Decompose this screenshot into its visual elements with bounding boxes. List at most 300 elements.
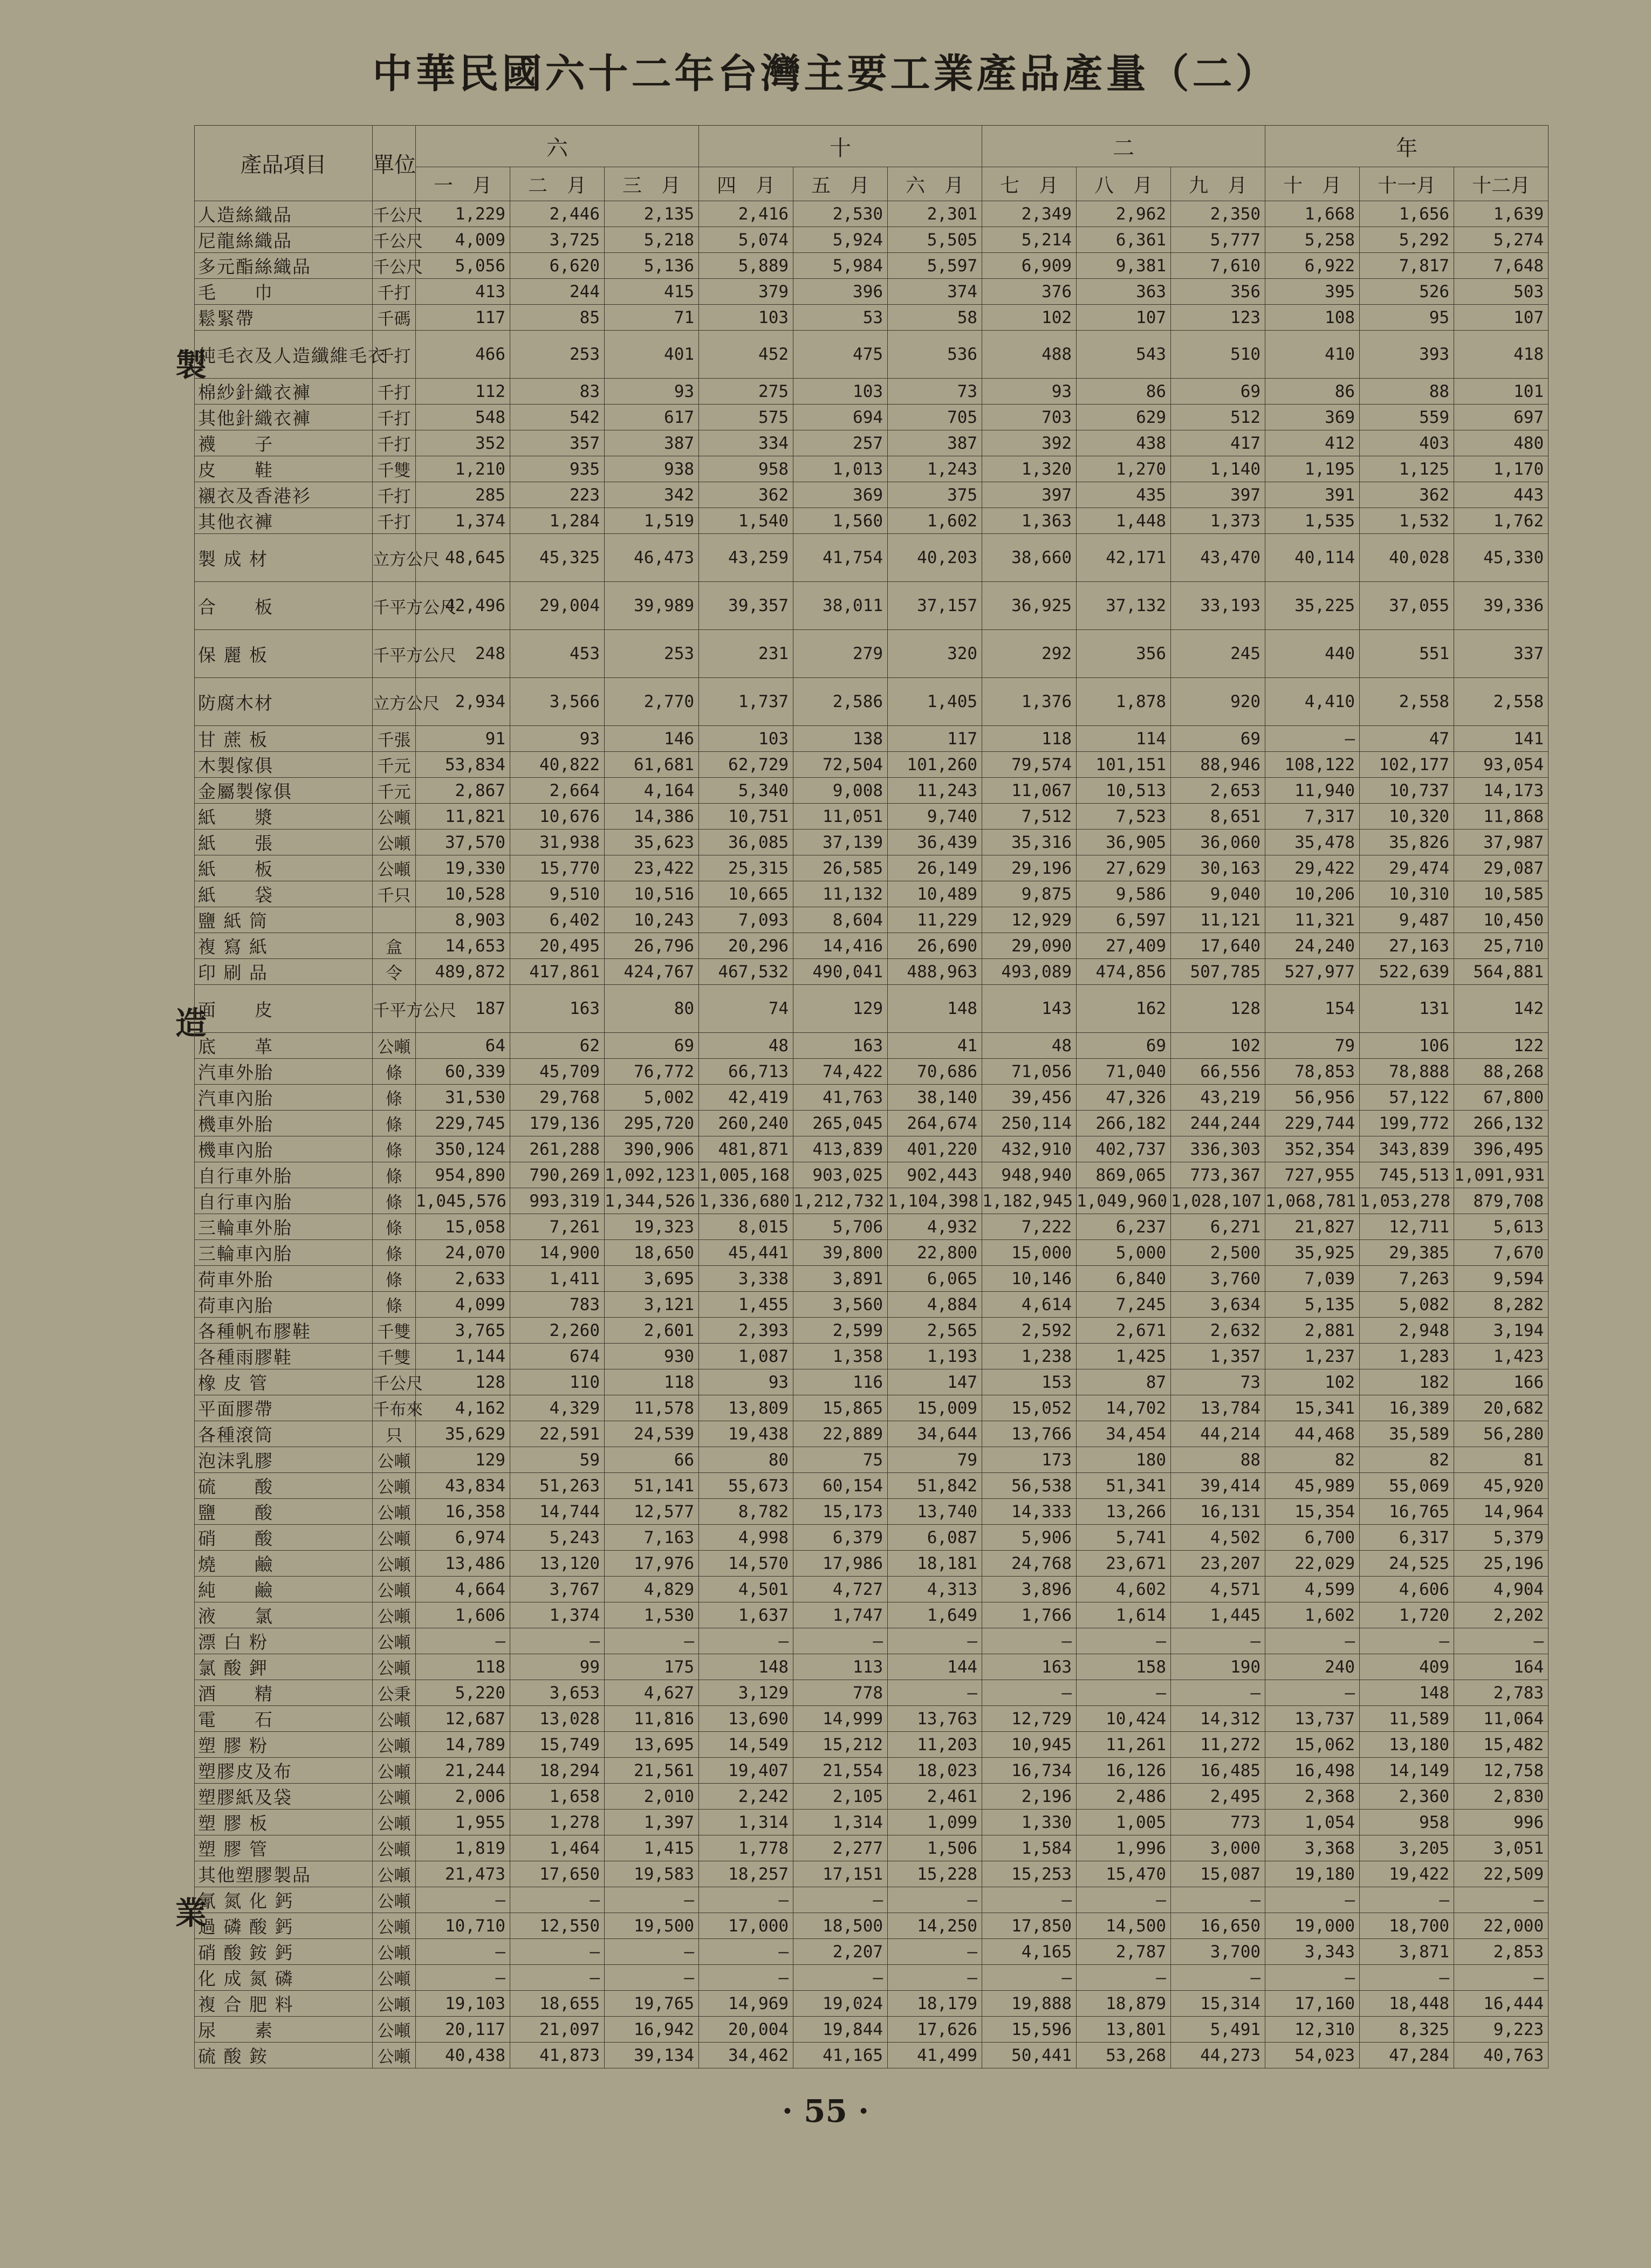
monthly-value: 118 [416, 1654, 510, 1680]
monthly-value: 958 [699, 456, 793, 482]
monthly-value: 38,660 [982, 534, 1077, 582]
monthly-value: 8,903 [416, 907, 510, 933]
monthly-value: 10,206 [1265, 881, 1360, 907]
monthly-value: 19,844 [793, 2017, 888, 2043]
monthly-value: 66 [605, 1447, 699, 1473]
monthly-value: 21,244 [416, 1758, 510, 1784]
monthly-value: 9,594 [1454, 1266, 1549, 1292]
monthly-value: 16,734 [982, 1758, 1077, 1784]
monthly-value: — [699, 1965, 793, 1991]
monthly-value: 8,282 [1454, 1292, 1549, 1318]
product-name: 紙 漿 [195, 804, 373, 830]
monthly-value: 122 [1454, 1033, 1549, 1059]
monthly-value: 20,117 [416, 2017, 510, 2043]
monthly-value: 10,710 [416, 1913, 510, 1939]
product-name: 人造絲織品 [195, 201, 373, 227]
monthly-value: 4,602 [1077, 1577, 1171, 1602]
monthly-value: 56,956 [1265, 1085, 1360, 1111]
monthly-value: 158 [1077, 1654, 1171, 1680]
table-row [195, 279, 1549, 305]
product-unit: 條 [373, 1214, 416, 1240]
monthly-value: 4,571 [1171, 1577, 1265, 1602]
monthly-value: 40,028 [1360, 534, 1454, 582]
monthly-value: 26,690 [888, 933, 982, 959]
monthly-value: 396 [793, 279, 888, 305]
monthly-value: 417,861 [510, 959, 605, 985]
monthly-value: 1,195 [1265, 456, 1360, 482]
monthly-value: 13,801 [1077, 2017, 1171, 2043]
product-name: 過 磷 酸 鈣 [195, 1913, 373, 1939]
monthly-value: 21,473 [416, 1861, 510, 1887]
monthly-value: 10,585 [1454, 881, 1549, 907]
monthly-value: 15,253 [982, 1861, 1077, 1887]
monthly-value: 2,783 [1454, 1680, 1549, 1706]
monthly-value: 1,170 [1454, 456, 1549, 482]
monthly-value: 51,842 [888, 1473, 982, 1499]
monthly-value: 41,754 [793, 534, 888, 582]
product-name: 硝 酸 銨 鈣 [195, 1939, 373, 1965]
monthly-value: 43,834 [416, 1473, 510, 1499]
monthly-value: 356 [1077, 630, 1171, 678]
monthly-value: 19,180 [1265, 1861, 1360, 1887]
monthly-value: — [1077, 1887, 1171, 1913]
monthly-value: 4,727 [793, 1577, 888, 1602]
monthly-value: 1,028,107 [1171, 1188, 1265, 1214]
monthly-value: 117 [888, 726, 982, 752]
monthly-value: — [1171, 1628, 1265, 1654]
monthly-value: 2,770 [605, 678, 699, 726]
monthly-value: 10,320 [1360, 804, 1454, 830]
monthly-value: 34,644 [888, 1421, 982, 1447]
monthly-value: 5,258 [1265, 227, 1360, 253]
product-name: 硫 酸 銨 [195, 2043, 373, 2068]
monthly-value: 4,904 [1454, 1577, 1549, 1602]
monthly-value: 14,386 [605, 804, 699, 830]
product-name: 其他衣褲 [195, 508, 373, 534]
monthly-value: 490,041 [793, 959, 888, 985]
monthly-value: 67,800 [1454, 1085, 1549, 1111]
monthly-value: 103 [699, 726, 793, 752]
monthly-value: 1,540 [699, 508, 793, 534]
product-name: 複 合 肥 料 [195, 1991, 373, 2017]
monthly-value: 10,945 [982, 1732, 1077, 1758]
monthly-value: 4,164 [605, 778, 699, 804]
monthly-value: 9,381 [1077, 253, 1171, 279]
monthly-value: 5,000 [1077, 1240, 1171, 1266]
monthly-value: 1,193 [888, 1344, 982, 1369]
monthly-value: 7,512 [982, 804, 1077, 830]
product-unit: 千碼 [373, 305, 416, 331]
production-table-wrap [194, 125, 1548, 2068]
monthly-value: 993,319 [510, 1188, 605, 1214]
table-row [195, 1965, 1549, 1991]
monthly-value: 1,270 [1077, 456, 1171, 482]
monthly-value: 33,193 [1171, 582, 1265, 630]
monthly-value: 480 [1454, 430, 1549, 456]
header-month: 四 月 [699, 167, 793, 201]
monthly-value: 15,354 [1265, 1499, 1360, 1525]
header-month: 十二月 [1454, 167, 1549, 201]
monthly-value: — [793, 1965, 888, 1991]
monthly-value: 13,766 [982, 1421, 1077, 1447]
table-row [195, 933, 1549, 959]
monthly-value: 674 [510, 1344, 605, 1369]
monthly-value: 93 [699, 1369, 793, 1395]
product-unit: 千打 [373, 430, 416, 456]
header-year-char: 年 [1265, 126, 1549, 167]
monthly-value: 6,922 [1265, 253, 1360, 279]
product-unit: 盒 [373, 933, 416, 959]
monthly-value: 1,762 [1454, 508, 1549, 534]
monthly-value: 93 [982, 379, 1077, 405]
product-unit: 千雙 [373, 1344, 416, 1369]
monthly-value: 13,740 [888, 1499, 982, 1525]
product-unit: 公噸 [373, 1732, 416, 1758]
table-row [195, 1706, 1549, 1732]
monthly-value: 43,219 [1171, 1085, 1265, 1111]
monthly-value: 102,177 [1360, 752, 1454, 778]
monthly-value: 5,292 [1360, 227, 1454, 253]
monthly-value: 69 [605, 1033, 699, 1059]
monthly-value: 9,487 [1360, 907, 1454, 933]
monthly-value: 363 [1077, 279, 1171, 305]
monthly-value: 55,673 [699, 1473, 793, 1499]
monthly-value: — [888, 1965, 982, 1991]
monthly-value: 14,549 [699, 1732, 793, 1758]
table-row [195, 253, 1549, 279]
monthly-value: 1,013 [793, 456, 888, 482]
monthly-value: 6,620 [510, 253, 605, 279]
monthly-value: 15,058 [416, 1214, 510, 1240]
monthly-value: 14,312 [1171, 1706, 1265, 1732]
header-month: 一 月 [416, 167, 510, 201]
monthly-value: 564,881 [1454, 959, 1549, 985]
product-name: 棉紗針織衣褲 [195, 379, 373, 405]
table-row [195, 881, 1549, 907]
monthly-value: 16,126 [1077, 1758, 1171, 1784]
header-year-char: 六 [416, 126, 699, 167]
monthly-value: 4,829 [605, 1577, 699, 1602]
table-row [195, 534, 1549, 582]
monthly-value: 36,905 [1077, 830, 1171, 855]
product-name: 防腐木材 [195, 678, 373, 726]
monthly-value: 166 [1454, 1369, 1549, 1395]
monthly-value: 2,260 [510, 1318, 605, 1344]
monthly-value: 14,416 [793, 933, 888, 959]
product-unit: 公噸 [373, 1551, 416, 1577]
monthly-value: 1,373 [1171, 508, 1265, 534]
monthly-value: 16,498 [1265, 1758, 1360, 1784]
monthly-value: 4,502 [1171, 1525, 1265, 1551]
monthly-value: 6,237 [1077, 1214, 1171, 1240]
monthly-value: 342 [605, 482, 699, 508]
table-row [195, 1085, 1549, 1111]
monthly-value: 253 [605, 630, 699, 678]
monthly-value: 154 [1265, 985, 1360, 1033]
monthly-value: 2,242 [699, 1784, 793, 1810]
monthly-value: 5,379 [1454, 1525, 1549, 1551]
monthly-value: 617 [605, 405, 699, 430]
monthly-value: 2,558 [1360, 678, 1454, 726]
monthly-value: — [1265, 1965, 1360, 1991]
product-name: 塑 膠 板 [195, 1810, 373, 1835]
table-row [195, 1214, 1549, 1240]
monthly-value: 59 [510, 1447, 605, 1473]
monthly-value: 1,766 [982, 1602, 1077, 1628]
monthly-value: 27,409 [1077, 933, 1171, 959]
monthly-value: 3,896 [982, 1577, 1077, 1602]
monthly-value: 424,767 [605, 959, 699, 985]
monthly-value: 112 [416, 379, 510, 405]
monthly-value: 29,196 [982, 855, 1077, 881]
monthly-value: 4,627 [605, 1680, 699, 1706]
monthly-value: 34,454 [1077, 1421, 1171, 1447]
monthly-value: 85 [510, 305, 605, 331]
monthly-value: — [982, 1628, 1077, 1654]
monthly-value: 16,650 [1171, 1913, 1265, 1939]
monthly-value: 7,093 [699, 907, 793, 933]
monthly-value: 14,149 [1360, 1758, 1454, 1784]
monthly-value: 62,729 [699, 752, 793, 778]
monthly-value: 141 [1454, 726, 1549, 752]
monthly-value: 102 [982, 305, 1077, 331]
product-unit: 條 [373, 1085, 416, 1111]
monthly-value: 575 [699, 405, 793, 430]
product-unit: 公噸 [373, 855, 416, 881]
monthly-value: 36,439 [888, 830, 982, 855]
table-row [195, 1525, 1549, 1551]
product-name: 荷車內胎 [195, 1292, 373, 1318]
table-row [195, 1680, 1549, 1706]
product-name: 平面膠帶 [195, 1395, 373, 1421]
monthly-value: 356 [1171, 279, 1265, 305]
monthly-value: 488 [982, 331, 1077, 379]
monthly-value: 2,207 [793, 1939, 888, 1965]
product-name: 機車內胎 [195, 1136, 373, 1162]
header-month: 七 月 [982, 167, 1077, 201]
monthly-value: 2,360 [1360, 1784, 1454, 1810]
sector-char-3: 業 [175, 1895, 207, 1931]
product-unit: 千公尺 [373, 227, 416, 253]
monthly-value: 2,830 [1454, 1784, 1549, 1810]
monthly-value: 1,639 [1454, 201, 1549, 227]
monthly-value: — [1077, 1965, 1171, 1991]
monthly-value: 37,055 [1360, 582, 1454, 630]
monthly-value: 629 [1077, 405, 1171, 430]
monthly-value: 223 [510, 482, 605, 508]
monthly-value: 35,629 [416, 1421, 510, 1447]
product-name: 漂 白 粉 [195, 1628, 373, 1654]
monthly-value: 13,809 [699, 1395, 793, 1421]
product-unit: 千打 [373, 279, 416, 305]
monthly-value: 51,263 [510, 1473, 605, 1499]
monthly-value: 14,333 [982, 1499, 1077, 1525]
monthly-value: 16,765 [1360, 1499, 1454, 1525]
monthly-value: 102 [1171, 1033, 1265, 1059]
monthly-value: 102 [1265, 1369, 1360, 1395]
monthly-value: — [510, 1628, 605, 1654]
monthly-value: 1,283 [1360, 1344, 1454, 1369]
monthly-value: 31,938 [510, 830, 605, 855]
product-unit: 公噸 [373, 1602, 416, 1628]
monthly-value: 19,103 [416, 1991, 510, 2017]
monthly-value: 106 [1360, 1033, 1454, 1059]
product-unit: 條 [373, 1059, 416, 1085]
monthly-value: 50,441 [982, 2043, 1077, 2068]
monthly-value: 29,474 [1360, 855, 1454, 881]
monthly-value: 1,606 [416, 1602, 510, 1628]
monthly-value: 91 [416, 726, 510, 752]
monthly-value: 527,977 [1265, 959, 1360, 985]
monthly-value: 443 [1454, 482, 1549, 508]
monthly-value: 142 [1454, 985, 1549, 1033]
monthly-value: 180 [1077, 1447, 1171, 1473]
monthly-value: 116 [793, 1369, 888, 1395]
product-name: 製 成 材 [195, 534, 373, 582]
product-name: 汽車內胎 [195, 1085, 373, 1111]
monthly-value: 147 [888, 1369, 982, 1395]
table-row [195, 1835, 1549, 1861]
monthly-value: 1,778 [699, 1835, 793, 1861]
product-name: 紙 板 [195, 855, 373, 881]
product-unit: 千元 [373, 778, 416, 804]
monthly-value: 244,244 [1171, 1111, 1265, 1136]
monthly-value: 401,220 [888, 1136, 982, 1162]
monthly-value: 1,411 [510, 1266, 605, 1292]
table-row [195, 305, 1549, 331]
monthly-value: 2,664 [510, 778, 605, 804]
monthly-value: 103 [793, 379, 888, 405]
monthly-value: 551 [1360, 630, 1454, 678]
product-name: 襯衣及香港衫 [195, 482, 373, 508]
monthly-value: 253 [510, 331, 605, 379]
monthly-value: — [605, 1965, 699, 1991]
monthly-value: 920 [1171, 678, 1265, 726]
monthly-value: 34,462 [699, 2043, 793, 2068]
monthly-value: 2,601 [605, 1318, 699, 1344]
monthly-value: 23,671 [1077, 1551, 1171, 1577]
monthly-value: — [605, 1628, 699, 1654]
monthly-value: 879,708 [1454, 1188, 1549, 1214]
header-month: 三 月 [605, 167, 699, 201]
monthly-value: 19,000 [1265, 1913, 1360, 1939]
monthly-value: 175 [605, 1654, 699, 1680]
monthly-value: 40,114 [1265, 534, 1360, 582]
monthly-value: 18,655 [510, 1991, 605, 2017]
monthly-value: 35,316 [982, 830, 1077, 855]
monthly-value: — [605, 1887, 699, 1913]
monthly-value: 3,695 [605, 1266, 699, 1292]
monthly-value: 11,272 [1171, 1732, 1265, 1758]
product-name: 其他針織衣褲 [195, 405, 373, 430]
monthly-value: 397 [1171, 482, 1265, 508]
header-item: 產品項目 [195, 126, 373, 201]
monthly-value: 453 [510, 630, 605, 678]
monthly-value: 51,341 [1077, 1473, 1171, 1499]
monthly-value: 29,004 [510, 582, 605, 630]
monthly-value: 542 [510, 405, 605, 430]
monthly-value: 38,140 [888, 1085, 982, 1111]
monthly-value: 45,441 [699, 1240, 793, 1266]
monthly-value: 129 [416, 1447, 510, 1473]
monthly-value: 74 [699, 985, 793, 1033]
monthly-value: 5,777 [1171, 227, 1265, 253]
product-unit: 千平方公尺 [373, 582, 416, 630]
product-unit [373, 907, 416, 933]
monthly-value: 2,599 [793, 1318, 888, 1344]
monthly-value: 79 [888, 1447, 982, 1473]
monthly-value: 15,865 [793, 1395, 888, 1421]
monthly-value: 1,519 [605, 508, 699, 534]
monthly-value: 240 [1265, 1654, 1360, 1680]
monthly-value: 19,438 [699, 1421, 793, 1447]
monthly-value: 5,340 [699, 778, 793, 804]
monthly-value: 19,330 [416, 855, 510, 881]
monthly-value: 279 [793, 630, 888, 678]
monthly-value: 5,243 [510, 1525, 605, 1551]
table-row [195, 1266, 1549, 1292]
table-row [195, 1499, 1549, 1525]
monthly-value: 6,700 [1265, 1525, 1360, 1551]
monthly-value: 5,274 [1454, 227, 1549, 253]
monthly-value: 2,962 [1077, 201, 1171, 227]
monthly-value: 2,671 [1077, 1318, 1171, 1344]
monthly-value: 15,470 [1077, 1861, 1171, 1887]
monthly-value: 387 [605, 430, 699, 456]
monthly-value: 48 [699, 1033, 793, 1059]
monthly-value: 1,238 [982, 1344, 1077, 1369]
monthly-value: 7,263 [1360, 1266, 1454, 1292]
monthly-value: 16,389 [1360, 1395, 1454, 1421]
monthly-value: 3,760 [1171, 1266, 1265, 1292]
monthly-value: 14,744 [510, 1499, 605, 1525]
monthly-value: 19,024 [793, 1991, 888, 2017]
monthly-value: 82 [1265, 1447, 1360, 1473]
table-row [195, 726, 1549, 752]
monthly-value: 2,277 [793, 1835, 888, 1861]
monthly-value: 266,132 [1454, 1111, 1549, 1136]
monthly-value: 72,504 [793, 752, 888, 778]
monthly-value: — [1171, 1887, 1265, 1913]
monthly-value: 15,228 [888, 1861, 982, 1887]
monthly-value: 705 [888, 405, 982, 430]
table-row [195, 1421, 1549, 1447]
monthly-value: 36,085 [699, 830, 793, 855]
monthly-value: 46,473 [605, 534, 699, 582]
monthly-value: 143 [982, 985, 1077, 1033]
product-unit: 千公尺 [373, 253, 416, 279]
monthly-value: 41,165 [793, 2043, 888, 2068]
monthly-value: 5,218 [605, 227, 699, 253]
monthly-value: 3,767 [510, 1577, 605, 1602]
monthly-value: 107 [1454, 305, 1549, 331]
monthly-value: 14,173 [1454, 778, 1549, 804]
monthly-value: 79 [1265, 1033, 1360, 1059]
monthly-value: 6,271 [1171, 1214, 1265, 1240]
monthly-value: 2,196 [982, 1784, 1077, 1810]
monthly-value: 1,087 [699, 1344, 793, 1369]
monthly-value: 2,350 [1171, 201, 1265, 227]
monthly-value: 265,045 [793, 1111, 888, 1136]
product-name: 金屬製傢俱 [195, 778, 373, 804]
monthly-value: 44,468 [1265, 1421, 1360, 1447]
monthly-value: 1,243 [888, 456, 982, 482]
monthly-value: 403 [1360, 430, 1454, 456]
monthly-value: 548 [416, 405, 510, 430]
monthly-value: 20,296 [699, 933, 793, 959]
monthly-value: 10,310 [1360, 881, 1454, 907]
product-name: 化 成 氮 磷 [195, 1965, 373, 1991]
